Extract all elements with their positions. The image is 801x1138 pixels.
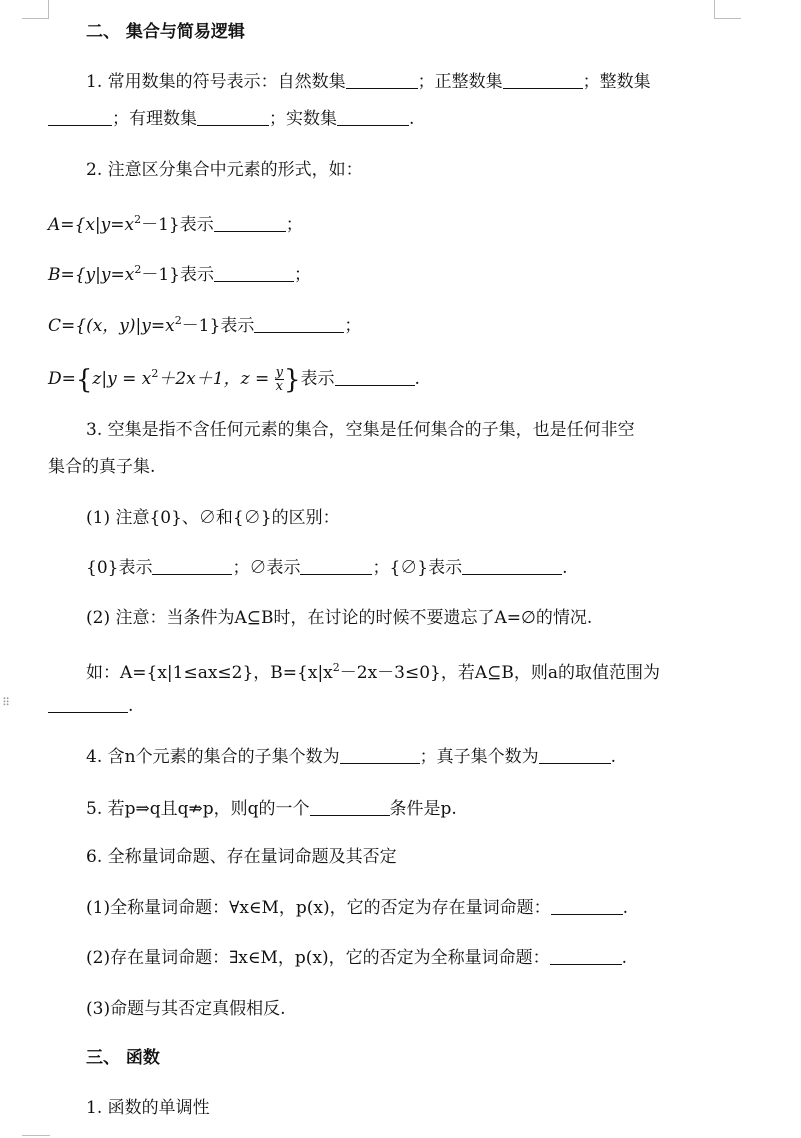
paragraph-line <box>86 656 731 685</box>
text-run: . <box>414 369 420 389</box>
text-run: ； <box>285 215 303 235</box>
page-corner-mark <box>22 0 49 19</box>
answer-blank[interactable] <box>340 745 420 764</box>
answer-blank[interactable] <box>551 896 623 915</box>
text-run: ； <box>344 316 362 336</box>
superscript: 2 <box>332 661 340 674</box>
page-corner-mark <box>714 0 741 19</box>
paragraph-line <box>86 896 731 920</box>
text-run: ；正整数集 <box>417 72 503 92</box>
answer-blank[interactable] <box>462 556 562 575</box>
answer-blank[interactable] <box>310 797 390 816</box>
answer-blank[interactable] <box>48 694 128 713</box>
paragraph-line: 3. 空集是指不含任何元素的集合，空集是任何集合的子集，也是任何非空 <box>86 420 635 440</box>
paragraph-line <box>86 797 731 821</box>
section-heading: 二、 集合与简易逻辑 <box>86 22 245 42</box>
paragraph-line: (1) 注意{0}、∅和{∅}的区别： <box>86 508 340 528</box>
text-run: . <box>610 747 616 767</box>
text-run: (2)存在量词命题：∃x∈M，p(x)，它的否定为全称量词命题： <box>86 948 550 968</box>
paragraph-line: 6. 全称量词命题、存在量词命题及其否定 <box>86 847 397 867</box>
text-run: . <box>622 898 629 918</box>
answer-blank[interactable] <box>254 314 344 333</box>
text-run: ；整数集 <box>582 72 651 92</box>
text-run: B={y|y=x <box>48 265 135 285</box>
paragraph-line <box>48 107 731 131</box>
text-run: ； <box>293 265 311 285</box>
text-run: 5. 若p⇒q且q⇏p，则q的一个 <box>86 799 310 819</box>
text-run: －1}表示 <box>181 316 255 336</box>
answer-blank[interactable] <box>300 556 372 575</box>
text-run: ；{∅}表示 <box>372 558 463 578</box>
brace-left: { <box>75 365 93 395</box>
answer-blank[interactable] <box>503 70 583 89</box>
formula-line <box>48 258 731 287</box>
text-run: . <box>562 558 568 578</box>
paragraph-line <box>86 745 731 769</box>
answer-blank[interactable] <box>48 107 112 126</box>
answer-blank[interactable] <box>214 213 286 232</box>
text-run: 条件是p. <box>389 799 457 819</box>
formula-line <box>48 208 731 237</box>
answer-blank[interactable] <box>550 946 622 965</box>
answer-blank[interactable] <box>214 263 294 282</box>
answer-blank[interactable] <box>152 556 232 575</box>
text-run: －1}表示 <box>141 265 214 285</box>
text-run: {0}表示 <box>86 558 153 578</box>
paragraph-line: (3)命题与其否定真假相反. <box>86 999 286 1019</box>
paragraph-line: (2) 注意：当条件为A⊆B时，在讨论的时候不要遗忘了A=∅的情况. <box>86 608 593 628</box>
text-run: －2x－3≤0}，若A⊆B，则a的取值范围为 <box>339 663 661 683</box>
superscript: 2 <box>174 314 182 327</box>
fraction-denominator: x <box>275 379 283 394</box>
superscript: 2 <box>134 263 142 276</box>
text-run: 1. 常用数集的符号表示：自然数集 <box>86 72 346 92</box>
brace-right: } <box>283 365 301 395</box>
drag-handle-icon[interactable]: ⠿ <box>2 696 11 709</box>
text-run: ；真子集个数为 <box>419 747 539 767</box>
text-run: ；∅表示 <box>232 558 301 578</box>
answer-blank[interactable] <box>346 70 418 89</box>
paragraph-line <box>86 556 731 580</box>
superscript: 2 <box>134 213 142 226</box>
section-heading: 三、 函数 <box>86 1048 160 1068</box>
text-run: . <box>621 948 628 968</box>
text-run: ；有理数集 <box>112 109 197 129</box>
formula-line <box>48 362 731 393</box>
text-run: (1)全称量词命题：∀x∈M，p(x)，它的否定为存在量词命题： <box>86 898 551 918</box>
paragraph-line: 集合的真子集. <box>48 457 156 477</box>
text-run: . <box>409 109 415 129</box>
paragraph-line <box>86 70 731 94</box>
answer-blank[interactable] <box>197 107 269 126</box>
paragraph-line: 1. 函数的单调性 <box>86 1098 210 1118</box>
formula-line <box>48 309 731 338</box>
text-run: 4. 含n个元素的集合的子集个数为 <box>86 747 340 767</box>
answer-blank[interactable] <box>337 107 409 126</box>
paragraph-line <box>48 694 731 718</box>
paragraph-line: 2. 注意区分集合中元素的形式，如： <box>86 160 363 180</box>
text-run: ＋2x＋1，z = <box>158 369 275 389</box>
text-run: ；实数集 <box>269 109 337 129</box>
text-run: D= <box>48 369 76 389</box>
text-run: . <box>128 696 134 716</box>
fraction-numerator: y <box>275 365 283 380</box>
text-run: 表示 <box>300 369 335 389</box>
answer-blank[interactable] <box>335 367 415 386</box>
text-run: 如：A={x|1≤ax≤2}，B={x|x <box>86 663 333 683</box>
text-run: C={(x，y)|y=x <box>48 316 175 336</box>
superscript: 2 <box>151 367 159 380</box>
text-run: z|y = x <box>92 369 152 389</box>
answer-blank[interactable] <box>539 745 611 764</box>
paragraph-line <box>86 946 731 970</box>
text-run: －1}表示 <box>141 215 214 235</box>
text-run: A={x|y=x <box>48 215 135 235</box>
fraction <box>275 366 284 393</box>
